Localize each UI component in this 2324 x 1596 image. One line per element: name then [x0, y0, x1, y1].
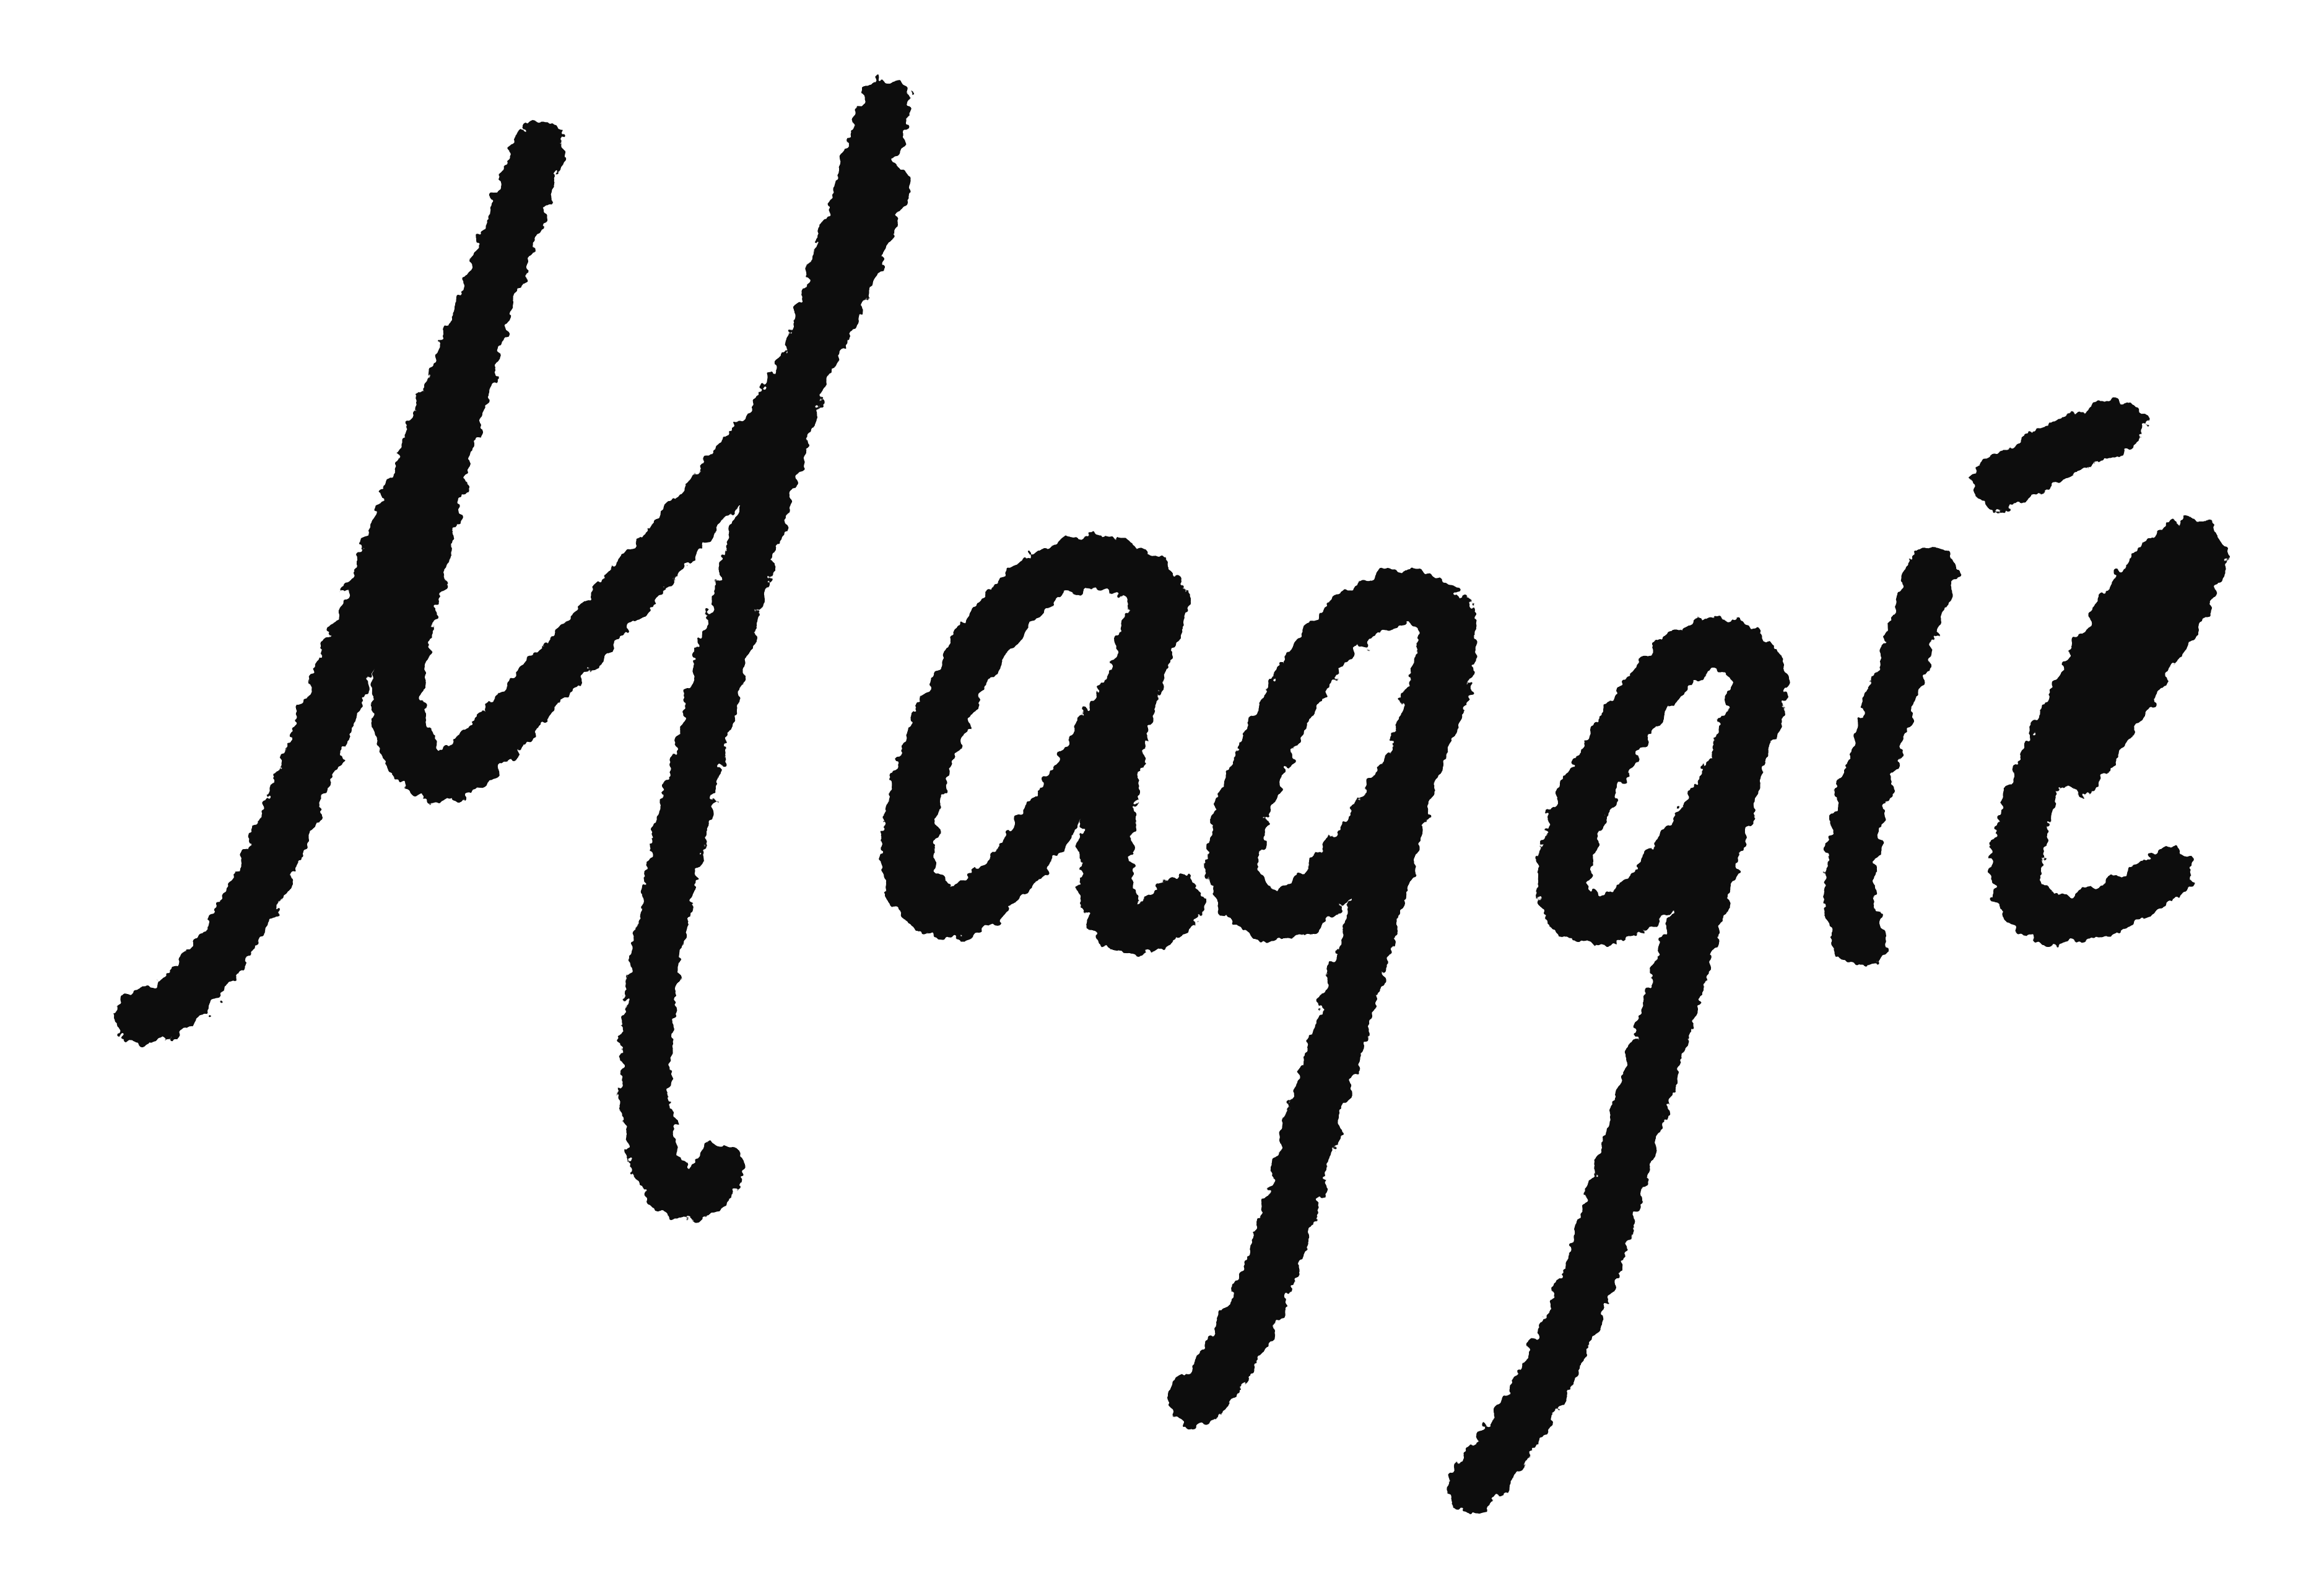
- letter-m-stroke-3: [645, 105, 886, 1195]
- letter-e: [2016, 543, 2201, 919]
- letter-a: [908, 562, 1177, 929]
- letter-i-stem: [1849, 570, 1932, 941]
- letter-g-2: [1474, 645, 1760, 1486]
- letter-i-dot-accent: [2000, 427, 2118, 483]
- signature-ink: [142, 105, 2201, 1486]
- letter-g-1: [1195, 597, 1451, 1400]
